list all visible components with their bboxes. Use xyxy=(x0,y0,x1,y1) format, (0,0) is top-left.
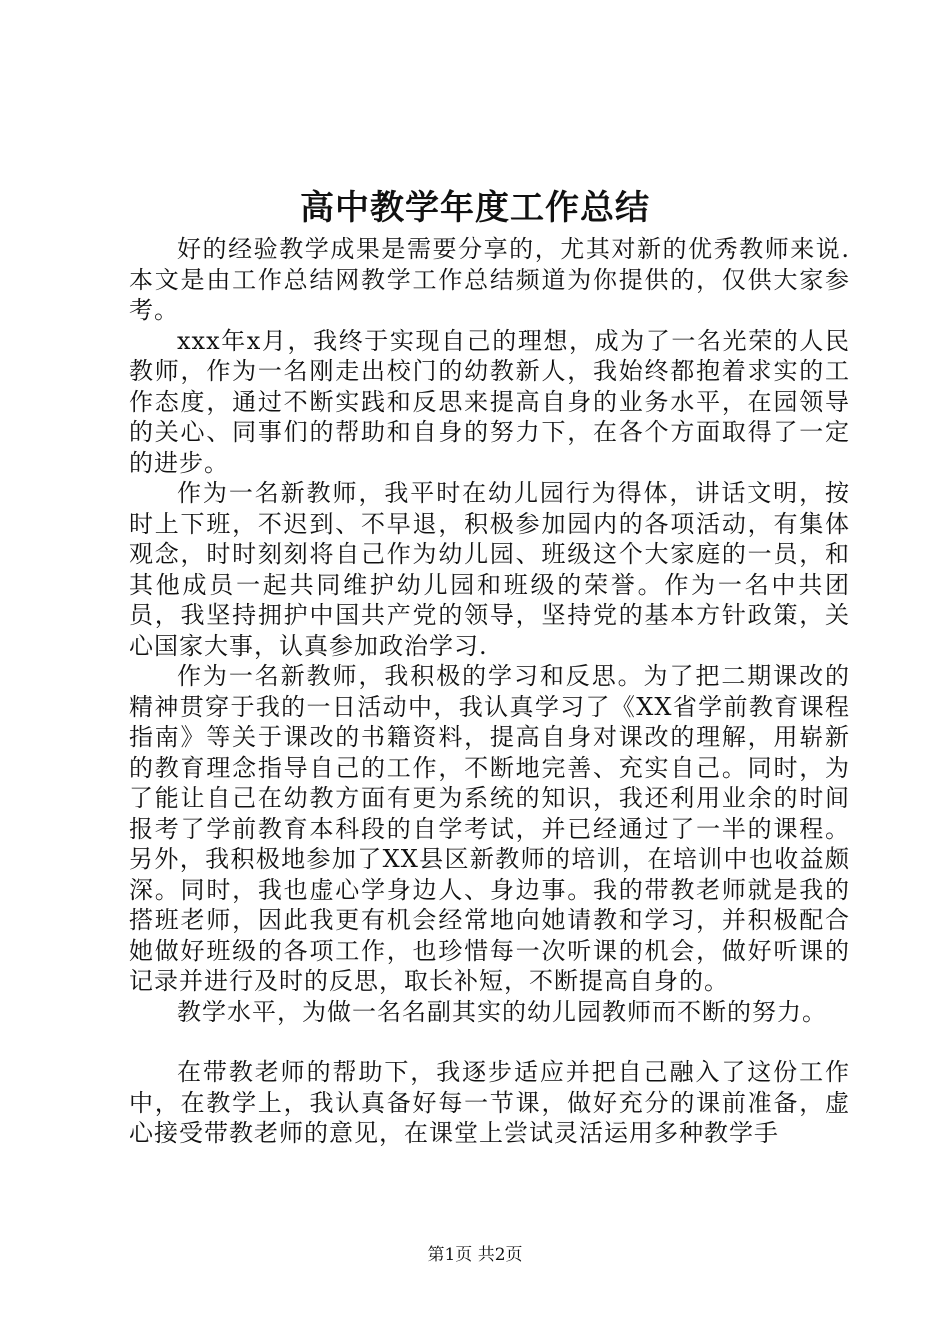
paragraph-3: 作为一名新教师，我平时在幼儿园行为得体，讲话文明，按时上下班，不迟到、不早退，积极参加园内的各项活动，有集体观念，时时刻刻将自己作为幼儿园、班级这个大家庭的一员，和其他成员一起共同维护幼儿园和班级的荣誉。作为一名中共团员，我坚持拥护中国共产党的领导，坚持党的基本方针政策，关心国家大事，认真参加政治学习. xyxy=(129,479,850,660)
page-number-footer: 第1页 共2页 xyxy=(427,1245,523,1265)
paragraph-4: 作为一名新教师，我积极的学习和反思。为了把二期课改的精神贯穿于我的一日活动中，我认真学习了《XX省学前教育课程指南》等关于课改的书籍资料，提高自身对课改的理解，用崭新的教育理念指导自己的工作，不断地完善、充实自己。同时，为了能让自己在幼教方面有更为系统的知识，我还利用业余的时间报考了学前教育本科段的自学考试，并已经通过了一半的课程。另外，我积极地参加了XX县区新教师的培训，在培训中也收益颇深。同时，我也虚心学身边人、身边事。我的带教老师就是我的搭班老师，因此我更有机会经常地向她请教和学习，并积极配合她做好班级的各项工作，也珍惜每一次听课的机会，做好听课的记录并进行及时的反思，取长补短，不断提高自身的。 xyxy=(129,662,850,995)
paragraph-5: 教学水平，为做一名名副其实的幼儿园教师而不断的努力。 xyxy=(177,997,827,1026)
paragraph-2: xxx年x月，我终于实现自己的理想，成为了一名光荣的人民教师，作为一名刚走出校门的幼教新人，我始终都抱着求实的工作态度，通过不断实践和反思来提高自身的业务水平，在园领导的关心、同事们的帮助和自身的努力下，在各个方面取得了一定的进步。 xyxy=(129,326,850,477)
paragraph-intro: 好的经验教学成果是需要分享的，尤其对新的优秀教师来说.本文是由工作总结网教学工作总结频道为你提供的，仅供大家参考。 xyxy=(129,235,850,324)
paragraph-6: 在带教老师的帮助下，我逐步适应并把自己融入了这份工作中，在教学上，我认真备好每一节课，做好充分的课前准备，虚心接受带教老师的意见，在课堂上尝试灵活运用多种教学手 xyxy=(129,1058,850,1147)
document-title: 高中教学年度工作总结 xyxy=(300,188,650,228)
document-body xyxy=(129,234,850,1149)
